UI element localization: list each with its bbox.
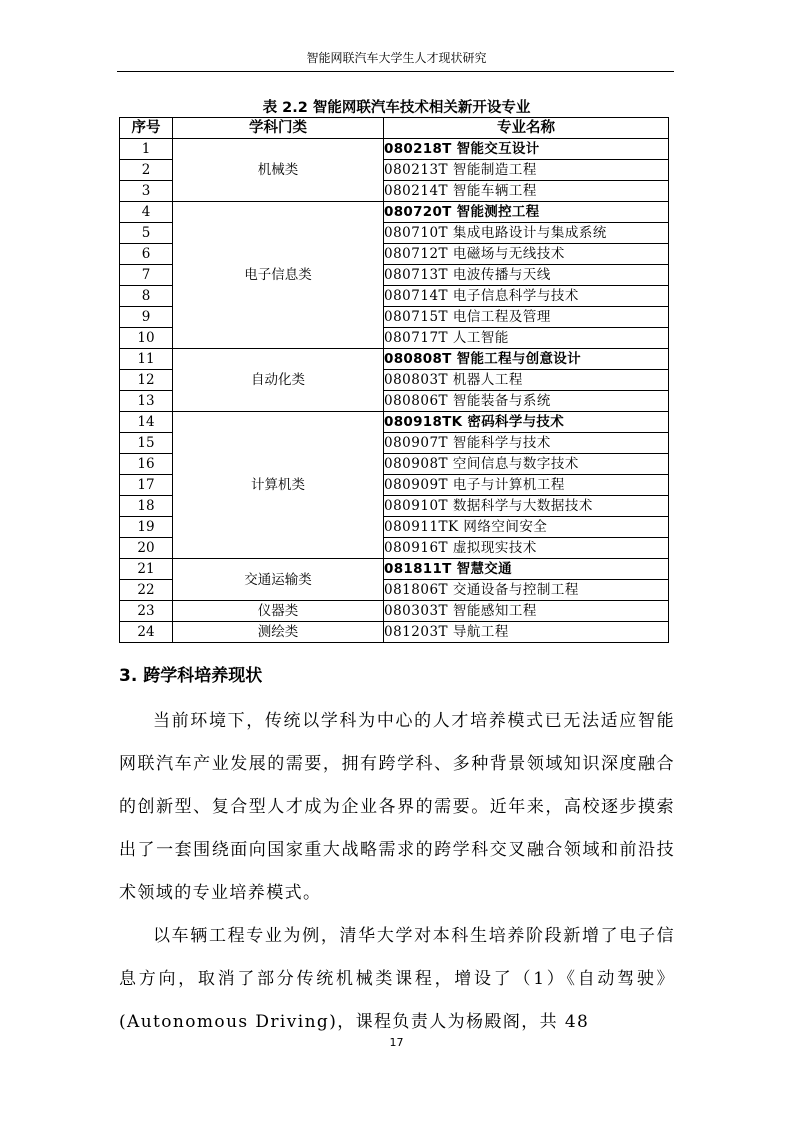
category-cell: 计算机类 (173, 412, 384, 559)
table-body (120, 139, 669, 643)
major-name: 080712T 电磁场与无线技术 (384, 244, 669, 265)
body-text (119, 700, 675, 1044)
row-number: 3 (120, 181, 173, 202)
column-header-category: 学科门类 (173, 118, 384, 139)
major-name: 080916T 虚拟现实技术 (384, 538, 669, 559)
major-name: 080803T 机器人工程 (384, 370, 669, 391)
major-name: 080213T 智能制造工程 (384, 160, 669, 181)
row-number: 6 (120, 244, 173, 265)
majors-table (119, 117, 669, 643)
major-name: 081203T 导航工程 (384, 622, 669, 643)
paragraph: 当前环境下，传统以学科为中心的人才培养模式已无法适应智能网联汽车产业发展的需要，拥有跨学科、多种背景领域知识深度融合的创新型、复合型人才成为企业各界的需要。近年来，高校逐步摸索出了一套围绕面向国家重大战略需求的跨学科交叉融合领域和前沿技术领域的专业培养模式。 (119, 711, 675, 903)
major-name: 080710T 集成电路设计与集成系统 (384, 223, 669, 244)
major-name: 080909T 电子与计算机工程 (384, 475, 669, 496)
category-cell: 交通运输类 (173, 559, 384, 601)
page-number: 17 (389, 1036, 404, 1049)
major-name: 080214T 智能车辆工程 (384, 181, 669, 202)
table-header-row (120, 118, 669, 139)
table-row (120, 139, 669, 160)
category-cell: 仪器类 (173, 601, 384, 622)
row-number: 4 (120, 202, 173, 223)
column-header-major: 专业名称 (384, 118, 669, 139)
major-name-new: 080720T 智能测控工程 (384, 202, 669, 223)
major-name: 080303T 智能感知工程 (384, 601, 669, 622)
row-number: 18 (120, 496, 173, 517)
row-number: 8 (120, 286, 173, 307)
major-name-new: 080218T 智能交互设计 (384, 139, 669, 160)
major-name-new: 080808T 智能工程与创意设计 (384, 349, 669, 370)
major-name: 080908T 空间信息与数字技术 (384, 454, 669, 475)
table-row (120, 349, 669, 370)
major-name: 080715T 电信工程及管理 (384, 307, 669, 328)
row-number: 12 (120, 370, 173, 391)
row-number: 10 (120, 328, 173, 349)
row-number: 20 (120, 538, 173, 559)
section-heading: 3. 跨学科培养现状 (119, 666, 263, 686)
row-number: 7 (120, 265, 173, 286)
major-name: 080911TK 网络空间安全 (384, 517, 669, 538)
table-row (120, 412, 669, 433)
category-cell: 自动化类 (173, 349, 384, 412)
major-name: 081806T 交通设备与控制工程 (384, 580, 669, 601)
row-number: 24 (120, 622, 173, 643)
table-row (120, 559, 669, 580)
major-name-new: 081811T 智慧交通 (384, 559, 669, 580)
table-caption: 表 2.2 智能网联汽车技术相关新开设专业 (262, 100, 531, 116)
row-number: 21 (120, 559, 173, 580)
major-name: 080714T 电子信息科学与技术 (384, 286, 669, 307)
row-number: 16 (120, 454, 173, 475)
major-name: 080907T 智能科学与技术 (384, 433, 669, 454)
major-name: 080713T 电波传播与天线 (384, 265, 669, 286)
table-row (120, 601, 669, 622)
major-name: 080717T 人工智能 (384, 328, 669, 349)
row-number: 2 (120, 160, 173, 181)
row-number: 17 (120, 475, 173, 496)
row-number: 23 (120, 601, 173, 622)
category-cell: 电子信息类 (173, 202, 384, 349)
table-row (120, 622, 669, 643)
row-number: 1 (120, 139, 173, 160)
paragraph: 以车辆工程专业为例，清华大学对本科生培养阶段新增了电子信息方向，取消了部分传统机械类课程，增设了（1）《自动驾驶》(Autonomous Driving)，课程负责人为杨殿阁，共 48 (119, 926, 675, 1032)
row-number: 15 (120, 433, 173, 454)
major-name: 080806T 智能装备与系统 (384, 391, 669, 412)
running-header: 智能网联汽车大学生人才现状研究 (306, 51, 487, 65)
category-cell: 机械类 (173, 139, 384, 202)
row-number: 19 (120, 517, 173, 538)
category-cell: 测绘类 (173, 622, 384, 643)
major-name: 080910T 数据科学与大数据技术 (384, 496, 669, 517)
row-number: 22 (120, 580, 173, 601)
row-number: 9 (120, 307, 173, 328)
header-rule (117, 71, 674, 72)
table-row (120, 202, 669, 223)
row-number: 13 (120, 391, 173, 412)
row-number: 14 (120, 412, 173, 433)
row-number: 5 (120, 223, 173, 244)
column-header-no: 序号 (120, 118, 173, 139)
row-number: 11 (120, 349, 173, 370)
major-name-new: 080918TK 密码科学与技术 (384, 412, 669, 433)
